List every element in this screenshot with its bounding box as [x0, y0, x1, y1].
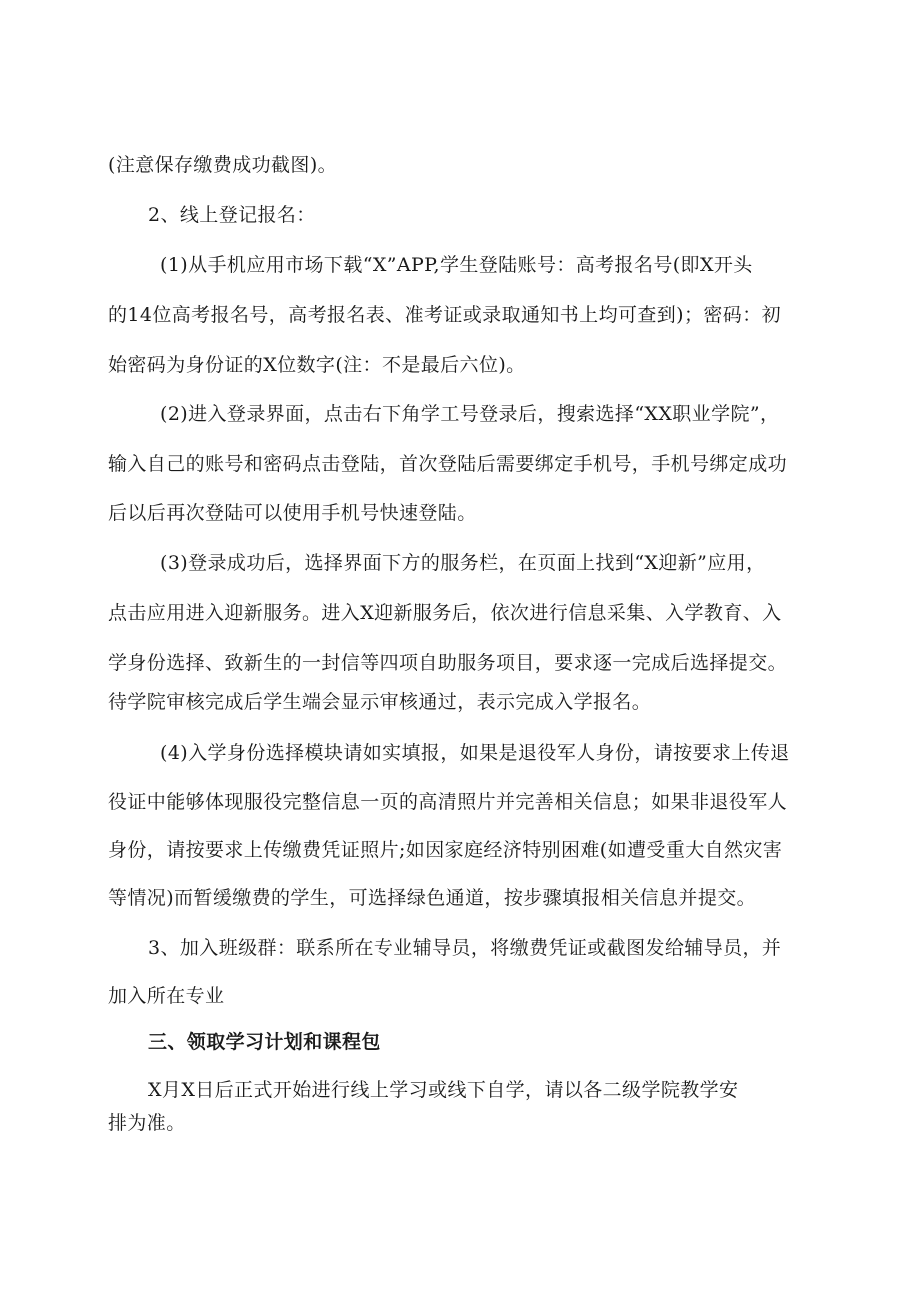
item2-line1: (2)进入登录界面，点击右下角学工号登录后，搜索选择“XX职业学院”，: [160, 403, 780, 425]
item2-line3: 后以后再次登陆可以使用手机号快速登陆。: [108, 502, 477, 524]
item3-line1: (3)登录成功后，选择界面下方的服务栏，在页面上找到“X迎新”应用，: [160, 552, 766, 574]
section3-heading: 三、领取学习计划和课程包: [148, 1031, 381, 1053]
continuation-text: (注意保存缴费成功截图)。: [108, 154, 338, 176]
item4-line2: 役证中能够体现服役完整信息一页的高清照片并完善相关信息；如果非退役军人: [108, 791, 788, 813]
item1-line3: 始密码为身份证的X位数字(注：不是最后六位)。: [108, 354, 526, 376]
item2-line2: 输入自己的账号和密码点击登陆，首次登陆后需要绑定手机号，手机号绑定成功: [108, 453, 788, 475]
item4-line1: (4)入学身份选择模块请如实填报，如果是退役军人身份，请按要求上传退: [160, 742, 790, 764]
step3-line1: 3、加入班级群：联系所在专业辅导员，将缴费凭证或截图发给辅导员，并: [148, 937, 782, 959]
item4-line4: 等情况)而暂缓缴费的学生，可选择绿色通道，按步骤填报相关信息并提交。: [108, 887, 757, 909]
item3-line3: 学身份选择、致新生的一封信等四项自助服务项目，要求逐一完成后选择提交。: [108, 652, 788, 674]
item4-line3: 身份，请按要求上传缴费凭证照片;如因家庭经济特别困难(如遭受重大自然灾害: [108, 839, 783, 861]
item3-line4: 待学院审核完成后学生端会显示审核通过，表示完成入学报名。: [108, 691, 652, 713]
step3-line2: 加入所在专业: [108, 985, 225, 1007]
section3-body-line1: X月X日后正式开始进行线上学习或线下自学，请以各二级学院教学安: [148, 1079, 739, 1101]
item1-line2: 的14位高考报名号，高考报名表、准考证或录取通知书上均可查到)；密码：初: [108, 304, 781, 326]
section3-body-line2: 排为准。: [108, 1112, 186, 1134]
item1-line1: (1)从手机应用市场下载“X”APP,学生登陆账号：高考报名号(即X开头: [160, 254, 753, 276]
step2-title: 2、线上登记报名：: [148, 204, 316, 226]
item3-line2: 点击应用进入迎新服务。进入X迎新服务后，依次进行信息采集、入学教育、入: [108, 602, 782, 624]
